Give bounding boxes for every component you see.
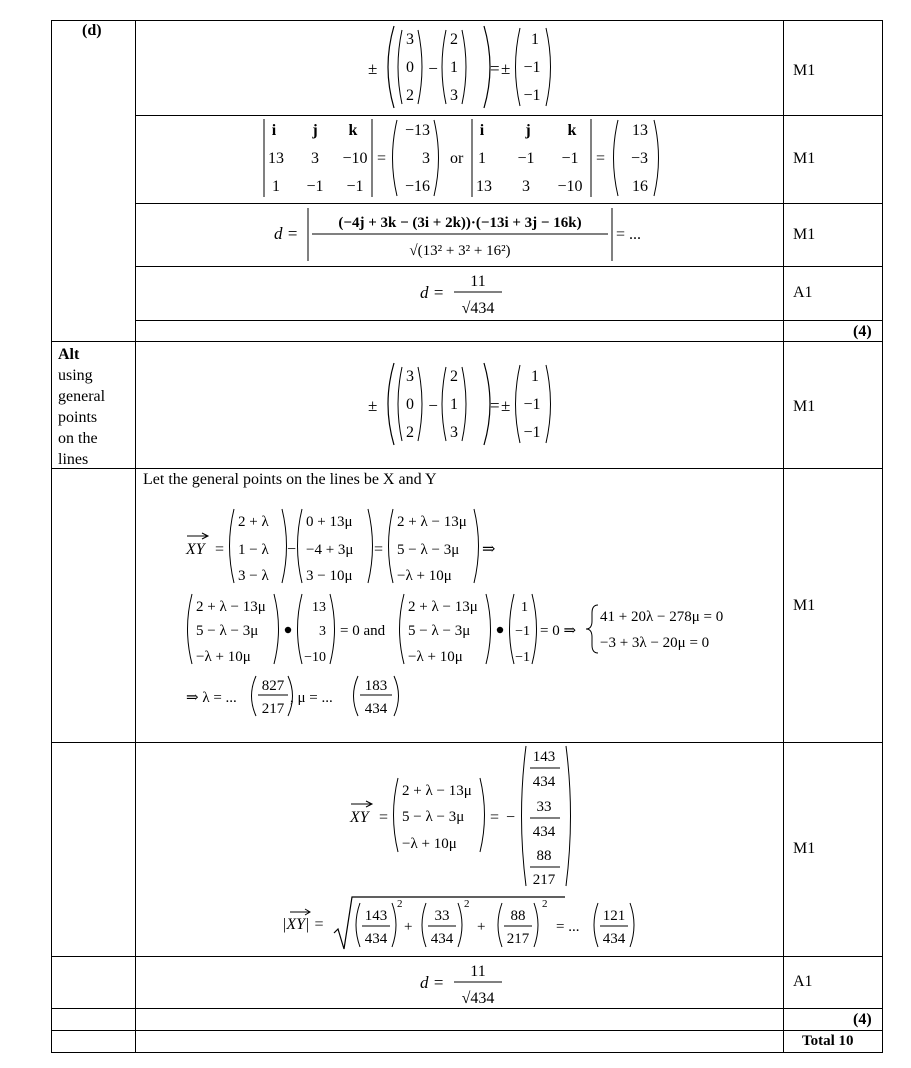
- c-1: 5 − λ − 3μ: [397, 542, 460, 558]
- a-1: 1 − λ: [238, 542, 269, 558]
- part-d-row1-formula: [360, 22, 560, 112]
- v3-0: 1: [531, 31, 539, 48]
- c3-2: −λ + 10μ: [408, 649, 463, 665]
- part-d-row3-formula: [272, 205, 672, 265]
- d-denominator: √(13² + 3² + 16²): [409, 243, 511, 259]
- final-den: 434: [602, 931, 626, 947]
- alt-xy-definition: [180, 506, 510, 590]
- vec-0: 2 + λ − 13μ: [402, 783, 472, 799]
- mu-prefix: , μ = ...: [290, 690, 333, 706]
- total-marks: Total 10: [802, 1033, 854, 1049]
- det1-r1c3: −10: [342, 150, 368, 167]
- dot-operator: [285, 627, 291, 633]
- c2-2: −λ + 10μ: [196, 649, 251, 665]
- alt-label: [58, 344, 105, 470]
- v3-2: −1: [523, 424, 541, 441]
- v2-0: 2: [450, 31, 458, 48]
- det1-r2c2: −1: [306, 178, 324, 195]
- det1-r1c1: 13: [268, 150, 284, 167]
- v1-2: 2: [406, 87, 414, 104]
- alt-xy-value: [346, 744, 586, 892]
- eq0-and: = 0 and: [340, 623, 386, 639]
- frac-1-num: 33: [536, 799, 552, 815]
- pow-2: 2: [542, 898, 548, 910]
- dot-b-1: −1: [515, 624, 530, 639]
- v1-1: 0: [406, 396, 414, 413]
- frac-2-num: 88: [536, 848, 552, 864]
- sq-1-num: 33: [434, 908, 450, 924]
- eq: =: [374, 541, 384, 558]
- sq-2-num: 88: [510, 908, 526, 924]
- sq-0-den: 434: [364, 931, 388, 947]
- dot-operator: [497, 627, 503, 633]
- system-eq-2: −3 + 3λ − 20μ = 0: [600, 635, 710, 651]
- v2-0: 2: [450, 368, 458, 385]
- det2-r2c2: 3: [522, 178, 530, 195]
- frac-1-den: 434: [532, 824, 556, 840]
- det2-r1c3: −1: [561, 150, 579, 167]
- minus: −: [428, 59, 438, 78]
- d-lhs: d =: [420, 973, 445, 992]
- alt-intro: Let the general points on the lines be X and Y: [143, 471, 437, 488]
- sq-1-den: 434: [430, 931, 454, 947]
- vec-1: 5 − λ − 3μ: [402, 809, 465, 825]
- mark-d1: M1: [793, 62, 816, 79]
- mod-tail: = ...: [556, 919, 580, 935]
- eq: =: [379, 809, 389, 826]
- eq2: =: [596, 150, 606, 167]
- res2-0: 13: [632, 122, 648, 139]
- mu-den: 434: [364, 701, 388, 717]
- alt-label-line: general: [58, 388, 106, 405]
- v1-0: 3: [406, 368, 414, 385]
- minus: −: [287, 541, 297, 558]
- alt-label-line: points: [58, 409, 98, 426]
- mark-d4: A1: [793, 284, 813, 301]
- part-d-label: (d): [82, 22, 102, 39]
- c-2: −λ + 10μ: [397, 568, 452, 584]
- plus-0: +: [404, 919, 413, 935]
- eq: =: [490, 396, 500, 415]
- pm-sign: ±: [368, 396, 378, 415]
- eq1: =: [377, 150, 387, 167]
- subtotal-alt: (4): [853, 1011, 872, 1028]
- sq-0-num: 143: [364, 908, 388, 924]
- alt-dot-products: [180, 591, 760, 671]
- pm-sign-2: ±: [501, 59, 511, 78]
- d4-den: √434: [461, 300, 495, 317]
- b-0: 0 + 13μ: [306, 514, 353, 530]
- alt-label-line: Alt: [58, 346, 80, 363]
- alt-modulus: [280, 893, 650, 953]
- v1-0: 3: [406, 31, 414, 48]
- frac-2-den: 217: [532, 872, 556, 888]
- det2-r2c1: 13: [476, 178, 492, 195]
- mod-label: |XY| =: [282, 916, 325, 933]
- pm-sign: ±: [368, 59, 378, 78]
- d-den: √434: [461, 990, 495, 1007]
- det1-i: i: [271, 122, 277, 139]
- res1-2: −16: [404, 178, 430, 195]
- mark-d3: M1: [793, 226, 816, 243]
- v3-2: −1: [523, 87, 541, 104]
- alt-label-line: lines: [58, 451, 89, 468]
- mark-alt4: A1: [793, 973, 813, 990]
- det1-r1c2: 3: [311, 150, 319, 167]
- res1-1: 3: [422, 150, 430, 167]
- eq0-implies: = 0 ⇒: [540, 623, 577, 639]
- v3-1: −1: [523, 396, 541, 413]
- det2-i: i: [479, 122, 485, 139]
- v2-2: 3: [450, 424, 458, 441]
- or-word: or: [450, 150, 464, 167]
- system-eq-1: 41 + 20λ − 278μ = 0: [600, 609, 724, 625]
- frac-0-num: 143: [532, 749, 556, 765]
- b-1: −4 + 3μ: [306, 542, 354, 558]
- alt-label-line: using: [58, 367, 93, 384]
- lambda-num: 827: [261, 678, 285, 694]
- pow-0: 2: [397, 898, 403, 910]
- d-numerator: (−4j + 3k − (3i + 2k))·(−13i + 3j − 16k): [338, 215, 582, 231]
- part-d-row2-formula: [258, 117, 668, 202]
- det1-r2c1: 1: [272, 178, 280, 195]
- dot-b-0: 1: [521, 600, 528, 615]
- v3-0: 1: [531, 368, 539, 385]
- lambda-den: 217: [261, 701, 285, 717]
- det1-k: k: [348, 122, 358, 139]
- det2-r2c3: −10: [557, 178, 583, 195]
- mark-alt3: M1: [793, 840, 816, 857]
- d-lhs: d =: [274, 224, 299, 243]
- b-2: 3 − 10μ: [306, 568, 353, 584]
- a-0: 2 + λ: [238, 514, 269, 530]
- c-0: 2 + λ − 13μ: [397, 514, 467, 530]
- det2-j: j: [525, 122, 531, 139]
- mu-num: 183: [364, 678, 388, 694]
- mark-d2: M1: [793, 150, 816, 167]
- alt-row1-formula: [360, 359, 560, 449]
- pm-sign-2: ±: [501, 396, 511, 415]
- final-num: 121: [602, 908, 626, 924]
- xy-label: XY: [186, 541, 205, 558]
- dot-a-2: −10: [304, 650, 326, 665]
- dot-a-1: 3: [319, 624, 326, 639]
- det2-r1c2: −1: [517, 150, 535, 167]
- det2-r1c1: 1: [478, 150, 486, 167]
- lambda-prefix: ⇒ λ = ...: [186, 690, 237, 706]
- c3-0: 2 + λ − 13μ: [408, 599, 478, 615]
- dot-a-0: 13: [312, 600, 326, 615]
- sq-2-den: 217: [506, 931, 530, 947]
- v1-1: 0: [406, 59, 414, 76]
- vec-2: −λ + 10μ: [402, 836, 457, 852]
- eq2: =: [490, 809, 500, 826]
- frac-0-den: 434: [532, 774, 556, 790]
- pow-1: 2: [464, 898, 470, 910]
- res2-1: −3: [630, 150, 648, 167]
- alt-row4-formula: [418, 958, 508, 1008]
- dot-b-2: −1: [515, 650, 530, 665]
- a-2: 3 − λ: [238, 568, 269, 584]
- v3-1: −1: [523, 59, 541, 76]
- alt-lambda-mu: [180, 672, 420, 722]
- det1-j: j: [312, 122, 318, 139]
- det1-r2c3: −1: [346, 178, 364, 195]
- det2-k: k: [567, 122, 577, 139]
- v2-2: 3: [450, 87, 458, 104]
- implies: ⇒: [482, 541, 496, 558]
- v2-1: 1: [450, 59, 458, 76]
- plus-1: +: [477, 919, 486, 935]
- alt-label-line: on the: [58, 430, 98, 447]
- mark-alt2: M1: [793, 597, 816, 614]
- xy-label: XY: [350, 809, 369, 826]
- d4-lhs: d =: [420, 283, 445, 302]
- res1-0: −13: [404, 122, 430, 139]
- eq: =: [490, 59, 500, 78]
- subtotal-d: (4): [853, 323, 872, 340]
- v1-2: 2: [406, 424, 414, 441]
- part-d-row4-formula: [418, 268, 508, 318]
- d4-num: 11: [470, 273, 486, 290]
- d-tail: = ...: [616, 226, 642, 243]
- c2-1: 5 − λ − 3μ: [196, 623, 259, 639]
- eq: =: [215, 541, 225, 558]
- c3-1: 5 − λ − 3μ: [408, 623, 471, 639]
- neg: −: [506, 809, 516, 826]
- minus: −: [428, 396, 438, 415]
- d-num: 11: [470, 963, 486, 980]
- mark-alt1: M1: [793, 398, 816, 415]
- res2-2: 16: [632, 178, 648, 195]
- c2-0: 2 + λ − 13μ: [196, 599, 266, 615]
- v2-1: 1: [450, 396, 458, 413]
